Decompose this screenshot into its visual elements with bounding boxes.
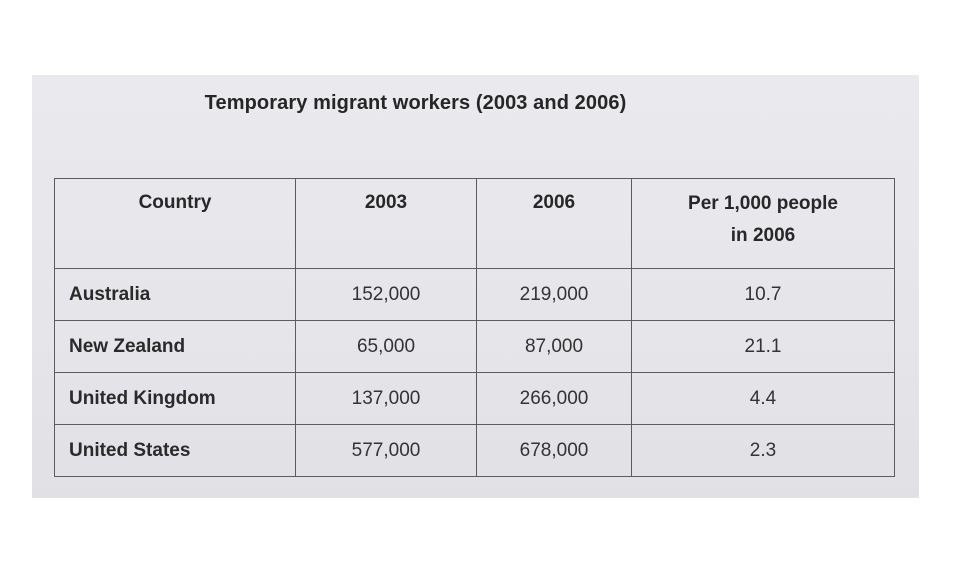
cell-per-1000: 4.4 — [632, 373, 895, 425]
cell-2003: 152,000 — [296, 269, 477, 321]
header-2006: 2006 — [477, 179, 632, 269]
header-per-1000-line1: Per 1,000 people — [688, 193, 838, 214]
cell-2006: 266,000 — [477, 373, 632, 425]
cell-2003: 137,000 — [296, 373, 477, 425]
cell-per-1000: 21.1 — [632, 321, 895, 373]
cell-country: United States — [55, 425, 296, 477]
table-row — [55, 373, 895, 425]
table-title: Temporary migrant workers (2003 and 2006) — [204, 92, 627, 114]
header-country: Country — [55, 179, 296, 269]
table-row — [55, 425, 895, 477]
table-header-row — [55, 179, 895, 269]
cell-per-1000: 2.3 — [632, 425, 895, 477]
cell-country: United Kingdom — [55, 373, 296, 425]
cell-2003: 65,000 — [296, 321, 477, 373]
document-page — [32, 75, 919, 498]
table-row — [55, 321, 895, 373]
cell-2003: 577,000 — [296, 425, 477, 477]
header-per-1000 — [632, 179, 895, 269]
cell-country: New Zealand — [55, 321, 296, 373]
cell-2006: 87,000 — [477, 321, 632, 373]
cell-per-1000: 10.7 — [632, 269, 895, 321]
cell-2006: 678,000 — [477, 425, 632, 477]
cell-country: Australia — [55, 269, 296, 321]
migrant-workers-table — [54, 178, 895, 477]
table-row — [55, 269, 895, 321]
header-2003: 2003 — [296, 179, 477, 269]
header-per-1000-line2: in 2006 — [730, 225, 796, 246]
cell-2006: 219,000 — [477, 269, 632, 321]
